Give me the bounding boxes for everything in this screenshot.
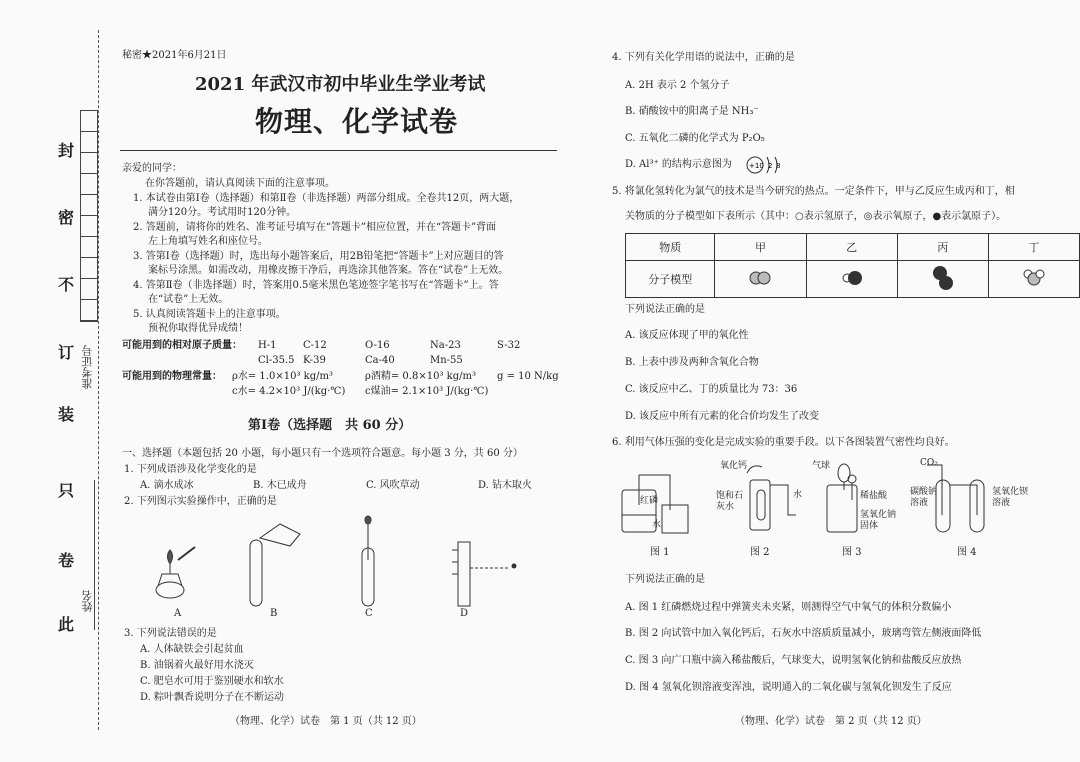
q6-fig-label: 图 4 — [957, 547, 977, 558]
section-instructions: 一、选择题（本题包括 20 小题，每小题只有一个选项符合题意。每小题 3 分，共 60 分） — [122, 448, 523, 459]
binding-char: 此 — [58, 615, 75, 634]
binding-char: 只 — [58, 481, 75, 500]
question-6: 6. 利用气体压强的变化是完成实验的重要手段。以下各图装置气密性均良好。 — [612, 437, 955, 448]
svg-text:2: 2 — [768, 162, 773, 170]
q6-annotation: 水 — [793, 490, 803, 500]
atomic-mass: O-16 — [365, 340, 390, 351]
q6-annotation: 稀盐酸 — [860, 491, 888, 501]
q6-annotation: CO₂ — [920, 458, 938, 468]
table-header: 物质 — [626, 234, 715, 261]
q6-option: B. 图 2 向试管中加入氧化钙后，石灰水中溶质质量减小，玻璃弯管左侧液面降低 — [625, 628, 982, 639]
atomic-mass: Mn-55 — [430, 355, 463, 366]
q1-option: B. 木已成舟 — [253, 480, 307, 491]
table-header: 丙 — [897, 234, 988, 261]
q2-label: A — [174, 608, 182, 619]
q6-fig-label: 图 2 — [750, 547, 770, 558]
q6-annotation: 饱和石灰水 — [716, 491, 744, 512]
molecule-model-yi — [806, 261, 897, 298]
exam-title: 2021 年武汉市初中毕业生学业考试 — [195, 74, 486, 95]
note-line: 5. 认真阅读答题卡上的注意事项。 — [133, 309, 286, 320]
q5-option: B. 上表中涉及两种含氧化合物 — [625, 357, 759, 368]
binding-char: 密 — [58, 208, 75, 227]
molecule-model-bing — [897, 261, 988, 298]
question-5: 5. 将氯化氢转化为氯气的技术是当今研究的热点。一定条件下，甲与乙反应生成丙和丁，相 — [612, 186, 1015, 197]
atomic-mass: S-32 — [497, 340, 521, 351]
q6-annotation: 碳酸钠溶液 — [910, 487, 938, 508]
q2-label: C — [365, 608, 373, 619]
q1-option: D. 钻木取火 — [478, 480, 533, 491]
page-footer: （物理、化学）试卷 第 1 页（共 12 页） — [230, 716, 422, 727]
note-line: 4. 答第Ⅱ卷（非选择题）时，答案用0.5毫米黑色笔迹签字笔书写在“答题卡”上。答 — [133, 280, 499, 291]
q6-option: C. 图 3 向广口瓶中滴入稀盐酸后，气球变大，说明氢氧化钠和盐酸反应放热 — [625, 655, 962, 666]
secret-date: 秘密★2021年6月21日 — [122, 50, 227, 61]
q5-option: D. 该反应中所有元素的化合价均发生了改变 — [625, 411, 820, 422]
binding-char: 不 — [58, 275, 75, 294]
note-line: 3. 答第Ⅰ卷（选择题）时，选出每小题答案后，用2B铅笔把“答题卡”上对应题目的答 — [133, 251, 504, 262]
table-header: 丁 — [988, 234, 1079, 261]
binding-line — [98, 30, 100, 730]
q6-annotation: 红磷 — [640, 496, 659, 506]
atomic-mass: Na-23 — [430, 340, 461, 351]
q4-option: C. 五氧化二磷的化学式为 P₂O₅ — [625, 133, 765, 144]
note-line: 预祝你取得优异成绩！ — [148, 323, 248, 334]
atomic-mass: H-1 — [258, 340, 277, 351]
al-ion-structure-diagram — [745, 151, 785, 179]
molecule-table — [625, 233, 1080, 298]
atomic-mass-label: 可能用到的相对原子质量： — [122, 340, 242, 351]
question-5-cont: 关物质的分子模型如下表所示（其中：○表示氢原子，◎表示氧原子，●表示氯原子）。 — [625, 211, 1007, 222]
q6-option: D. 图 4 氢氧化钡溶液变浑浊，说明通入的二氧化碳与氢氧化钡发生了反应 — [625, 682, 952, 693]
q4-option: B. 硝酸铵中的阳离子是 NH₃⁻ — [625, 106, 759, 117]
table-header: 甲 — [715, 234, 806, 261]
q6-apparatus-figures — [612, 455, 1052, 545]
q1-option: A. 滴水成冰 — [140, 480, 194, 491]
table-row-label: 分子模型 — [626, 261, 715, 298]
q6-annotation: 氧化钙 — [720, 461, 748, 471]
greeting: 亲爱的同学： — [122, 163, 182, 174]
name-label: 姓名 — [81, 590, 94, 612]
title-rule — [120, 150, 557, 151]
q3-option: A. 人体缺铁会引起贫血 — [140, 644, 244, 655]
note-line: 案标号涂黑。如需改动，用橡皮擦干净后，再选涂其他答案。答在“试卷”上无效。 — [148, 265, 509, 276]
binding-char: 封 — [58, 141, 75, 160]
q5-option: C. 该反应中乙、丁的质量比为 73：36 — [625, 384, 798, 395]
q1-option: C. 风吹草动 — [366, 480, 420, 491]
molecule-model-ding — [988, 261, 1079, 298]
exam-id-boxes — [80, 110, 98, 322]
q6-annotation: 水 — [652, 520, 662, 530]
note-line: 在“试卷”上无效。 — [148, 294, 229, 305]
question-1: 1. 下列成语涉及化学变化的是 — [124, 464, 257, 475]
exam-id-label: 准考证号 — [81, 345, 94, 389]
svg-text:8: 8 — [776, 162, 781, 170]
q5-stem: 下列说法正确的是 — [625, 304, 705, 315]
atomic-mass: K-39 — [303, 355, 326, 366]
note-line: 1. 本试卷由第Ⅰ卷（选择题）和第Ⅱ卷（非选择题）两部分组成。全卷共12页，两大题， — [133, 193, 520, 204]
section-title: 第Ⅰ卷（选择题 共 60 分） — [248, 418, 412, 433]
table-header: 乙 — [806, 234, 897, 261]
note-line: 满分120分。考试用时120分钟。 — [148, 207, 297, 218]
q3-option: D. 粽叶飘香说明分子在不断运动 — [140, 692, 285, 703]
q6-fig-label: 图 1 — [650, 547, 670, 558]
paper-title: 物理、化学试卷 — [255, 105, 459, 138]
binding-char: 卷 — [58, 551, 75, 570]
svg-text:+10: +10 — [749, 162, 764, 170]
physics-const: ρ水= 1.0×10³ kg/m³ — [232, 371, 333, 382]
q6-stem: 下列说法正确的是 — [625, 574, 705, 585]
physics-const: c煤油= 2.1×10³ J/(kg·℃) — [365, 386, 489, 397]
question-2: 2. 下列图示实验操作中，正确的是 — [124, 496, 277, 507]
q6-annotation: 氢氧化钡溶液 — [992, 487, 1029, 508]
physics-const: c水= 4.2×10³ J/(kg·℃) — [232, 386, 346, 397]
q3-option: C. 肥皂水可用于鉴别硬水和软水 — [140, 676, 284, 687]
q6-annotation: 气球 — [812, 461, 831, 471]
q4-option: A. 2H 表示 2 个氢分子 — [625, 80, 730, 91]
atomic-mass: Ca-40 — [365, 355, 395, 366]
q6-option: A. 图 1 红磷燃烧过程中弹簧夹未夹紧，则测得空气中氧气的体积分数偏小 — [625, 602, 952, 613]
atomic-mass: C-12 — [303, 340, 327, 351]
binding-char: 装 — [58, 405, 75, 424]
intro: 在你答题前，请认真阅读下面的注意事项。 — [145, 178, 335, 189]
q2-label: B — [270, 608, 278, 619]
q2-experiment-figures — [140, 512, 540, 612]
physics-const: g = 10 N/kg — [497, 371, 559, 382]
q6-annotation: 氢氧化钠固体 — [860, 510, 897, 531]
physics-const: ρ酒精= 0.8×10³ kg/m³ — [365, 371, 476, 382]
binding-char: 订 — [58, 343, 75, 362]
name-underline — [94, 480, 96, 630]
atomic-mass: Cl-35.5 — [258, 355, 295, 366]
molecule-model-jia — [715, 261, 806, 298]
physics-const-label: 可能用到的物理常量： — [122, 371, 222, 382]
q4-option: D. Al³⁺ 的结构示意图为 — [625, 159, 732, 170]
page-footer: （物理、化学）试卷 第 2 页（共 12 页） — [735, 716, 927, 727]
q5-option: A. 该反应体现了甲的氧化性 — [625, 330, 749, 341]
q2-label: D — [460, 608, 469, 619]
question-4: 4. 下列有关化学用语的说法中，正确的是 — [612, 52, 795, 63]
note-line: 2. 答题前，请将你的姓名、准考证号填写在“答题卡”相应位置，并在“答题卡”背面 — [133, 222, 497, 233]
note-line: 左上角填写姓名和座位号。 — [148, 236, 268, 247]
q6-fig-label: 图 3 — [842, 547, 862, 558]
question-3: 3. 下列说法错误的是 — [124, 628, 217, 639]
q3-option: B. 油锅着火最好用水浇灭 — [140, 660, 254, 671]
